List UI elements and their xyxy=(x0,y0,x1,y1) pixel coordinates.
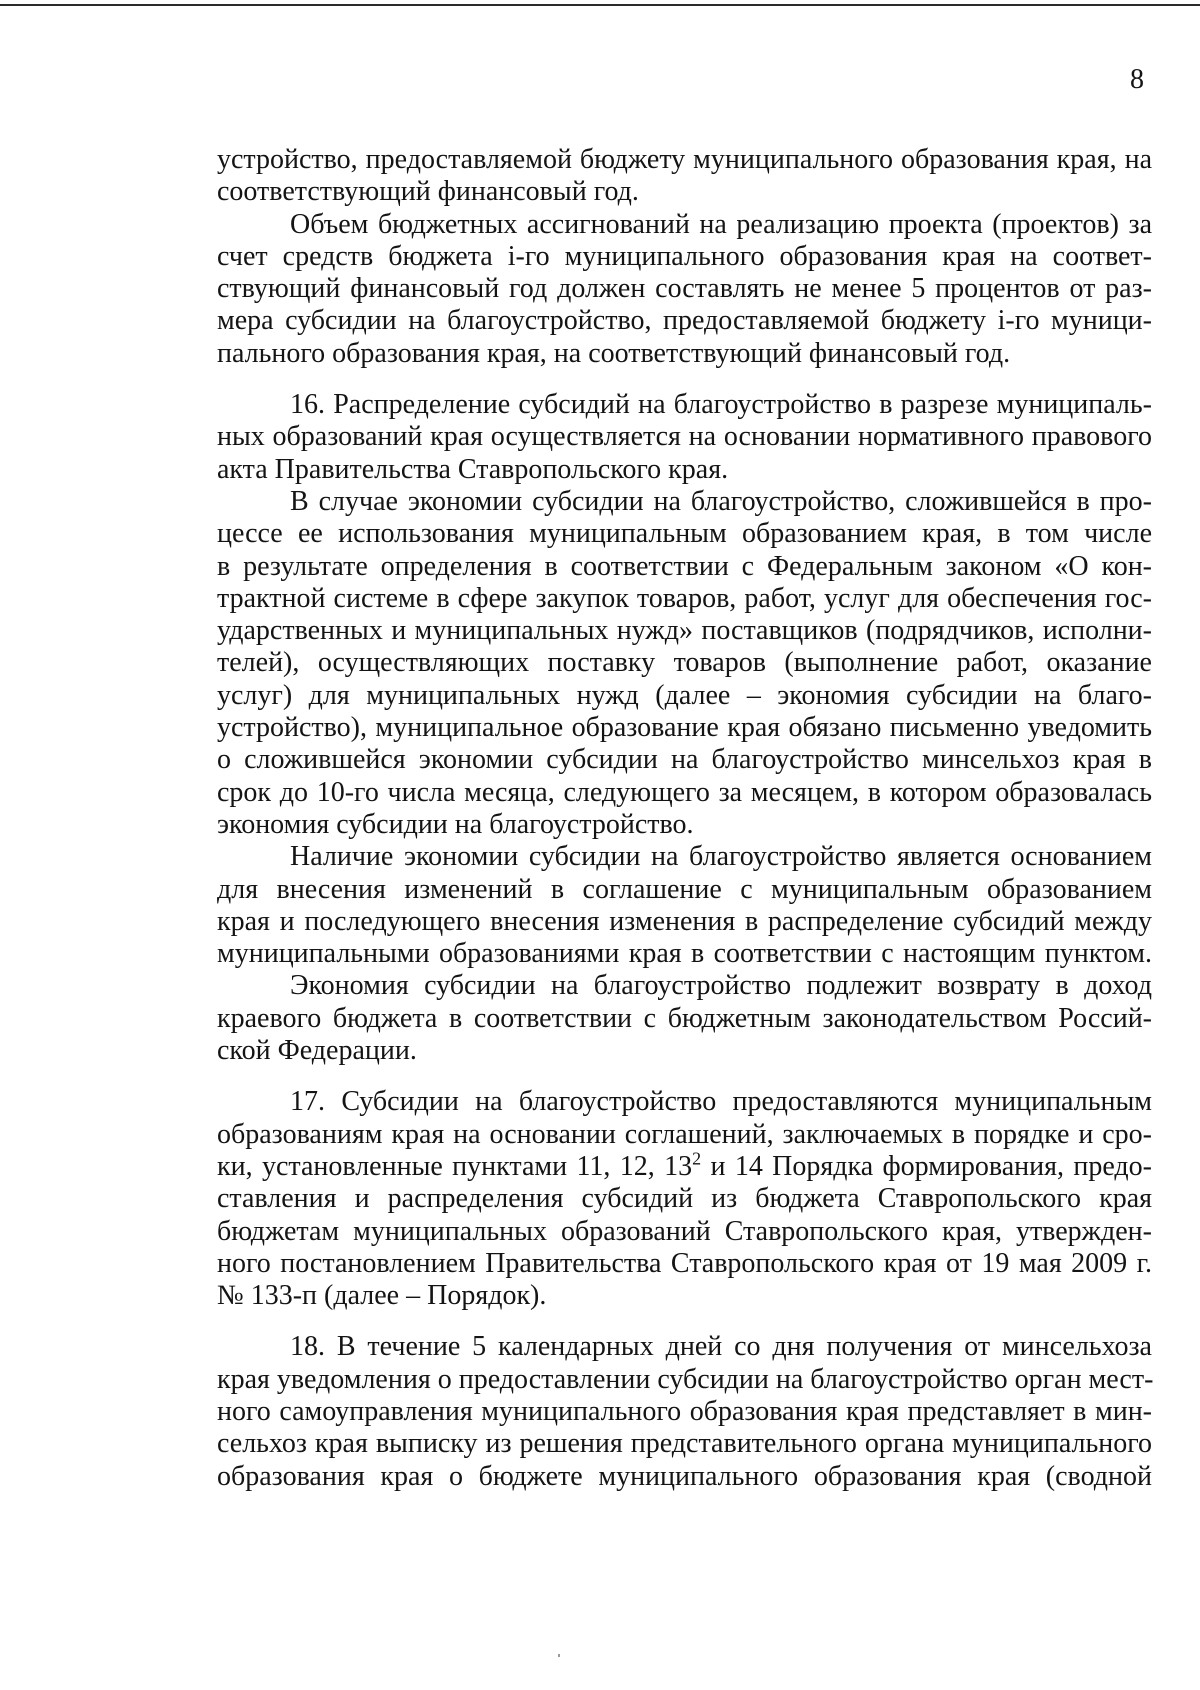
text-line: ской Федерации. xyxy=(217,1035,417,1067)
paragraph xyxy=(217,841,1152,970)
text-line: телей), осуществляющих поставку товаров (выполнение работ, оказание xyxy=(217,647,1152,679)
text-line: пального образования края, на соответствующий финансовый год. xyxy=(217,337,1011,369)
text-line: бюджетам муниципальных образований Ставропольского края, утвержден- xyxy=(217,1215,1152,1247)
text-line: срок до 10-го числа месяца, следующего за месяцем, в котором образовалась xyxy=(217,776,1152,808)
text-line: для внесения изменений в соглашение с муниципальным образованием xyxy=(217,873,1152,905)
text-line: Экономия субсидии на благоустройство подлежит возврату в доход xyxy=(290,970,1152,1002)
superscript: 2 xyxy=(692,1148,702,1169)
text-line: № 133-п (далее – Порядок). xyxy=(217,1280,547,1312)
document-body xyxy=(217,144,1152,1493)
text-line: мера субсидии на благоустройство, предоставляемой бюджету i-го муници- xyxy=(217,305,1152,337)
paragraph-gap xyxy=(217,1067,1152,1086)
text-line: ствующий финансовый год должен составлять не менее 5 процентов от раз- xyxy=(217,273,1152,305)
text-line: ного постановлением Правительства Ставропольского края от 19 мая 2009 г. xyxy=(217,1247,1152,1279)
text-line: 18. В течение 5 календарных дней со дня получения от минсельхоза xyxy=(290,1331,1152,1363)
paragraph xyxy=(217,1331,1152,1492)
text-line: ставления и распределения субсидий из бюджета Ставропольского края xyxy=(217,1183,1152,1215)
text-line: В случае экономии субсидии на благоустройство, сложившейся в про- xyxy=(290,485,1152,517)
text-line: устройство), муниципальное образование края обязано письменно уведомить xyxy=(217,712,1152,744)
text-line: трактной системе в сфере закупок товаров, работ, услуг для обеспечения гос- xyxy=(217,582,1152,614)
text-line: услуг) для муниципальных нужд (далее – экономия субсидии на благо- xyxy=(217,679,1152,711)
page-number: 8 xyxy=(1130,64,1144,95)
top-rule xyxy=(0,4,1200,6)
text-line: ударственных и муниципальных нужд» поставщиков (подрядчиков, исполни- xyxy=(217,615,1152,647)
text-line: сельхоз края выписку из решения представительного органа муниципального xyxy=(217,1428,1152,1460)
text-line: 16. Распределение субсидий на благоустройство в разрезе муниципаль- xyxy=(290,389,1152,421)
text-line: о сложившейся экономии субсидии на благоустройство минсельхоз края в xyxy=(217,744,1152,776)
paragraph xyxy=(217,970,1152,1067)
text-line: края уведомления о предоставлении субсидии на благоустройство орган мест- xyxy=(217,1363,1154,1395)
paragraph xyxy=(217,1086,1152,1312)
text-line: ных образований края осуществляется на основании нормативного правового xyxy=(217,421,1152,453)
paragraph xyxy=(217,144,1152,209)
text-line: 17. Субсидии на благоустройство предоставляются муниципальным xyxy=(290,1086,1152,1118)
paragraph xyxy=(217,486,1152,841)
text-line: Объем бюджетных ассигнований на реализацию проекта (проектов) за xyxy=(290,208,1152,240)
text-line: счет средств бюджета i-го муниципального образования края на соответ- xyxy=(217,240,1152,272)
text-line: образованиям края на основании соглашений, заключаемых в порядке и сро- xyxy=(217,1118,1152,1150)
text-line: образования края о бюджете муниципального образования края (сводной xyxy=(217,1460,1152,1492)
text-line xyxy=(217,1148,1152,1183)
text-line: муниципальными образованиями края в соответствии с настоящим пунктом. xyxy=(217,938,1152,970)
text-line: краевого бюджета в соответствии с бюджетным законодательством Россий- xyxy=(217,1002,1152,1034)
paragraph-gap xyxy=(217,370,1152,389)
text-line: устройство, предоставляемой бюджету муниципального образования края, на xyxy=(217,144,1152,175)
text-line: в результате определения в соответствии с Федеральным законом «О кон- xyxy=(217,550,1152,582)
paragraph xyxy=(217,209,1152,370)
paragraph xyxy=(217,389,1152,486)
text-line: ного самоуправления муниципального образования края представляет в мин- xyxy=(217,1395,1152,1427)
text-fragment: ки, установленные пунктами 11, 12, 13 xyxy=(217,1150,693,1182)
scan-artifact xyxy=(558,1654,560,1657)
paragraph-gap xyxy=(217,1312,1152,1331)
text-line: цессе ее использования муниципальным образованием края, в том числе xyxy=(217,518,1152,550)
text-line: Наличие экономии субсидии на благоустройство является основанием xyxy=(290,841,1152,873)
text-line: экономия субсидии на благоустройство. xyxy=(217,808,694,840)
text-fragment: и 14 Порядка формирования, предо- xyxy=(701,1150,1152,1182)
text-line: соответствующий финансовый год. xyxy=(217,176,639,208)
text-line: края и последующего внесения изменения в распределение субсидий между xyxy=(217,905,1152,937)
text-line: акта Правительства Ставропольского края. xyxy=(217,453,729,485)
